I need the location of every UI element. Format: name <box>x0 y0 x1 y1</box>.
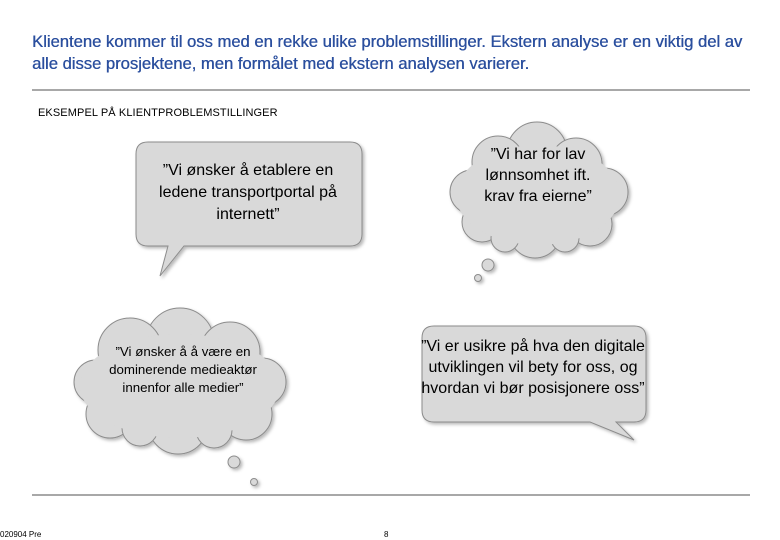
quote-profitability: ”Vi har for lav lønnsomhet ift. krav fra eierne” <box>484 146 592 205</box>
footer-code: 020904 Pre <box>0 530 42 539</box>
page-number: 8 <box>384 530 389 539</box>
quote-media-player: ”Vi ønsker å å være en dominerende medieaktør innenfor alle medier” <box>109 344 257 395</box>
quote-transport-portal: ”Vi ønsker å etablere en ledene transportportal på internett” <box>159 162 337 223</box>
page-title: Klientene kommer til oss med en rekke ulike problemstillinger. Ekstern analyse er en viktig del av alle disse prosjektene, men formålet med ekstern analysen varierer. <box>32 32 743 73</box>
quote-digital-development: ”Vi er usikre på hva den digitale utviklingen vil bety for oss, og hvordan vi bør posisjonere oss” <box>421 338 645 397</box>
section-label: EKSEMPEL PÅ KLIENTPROBLEMSTILLINGER <box>38 107 278 119</box>
bottom-divider <box>32 494 750 496</box>
